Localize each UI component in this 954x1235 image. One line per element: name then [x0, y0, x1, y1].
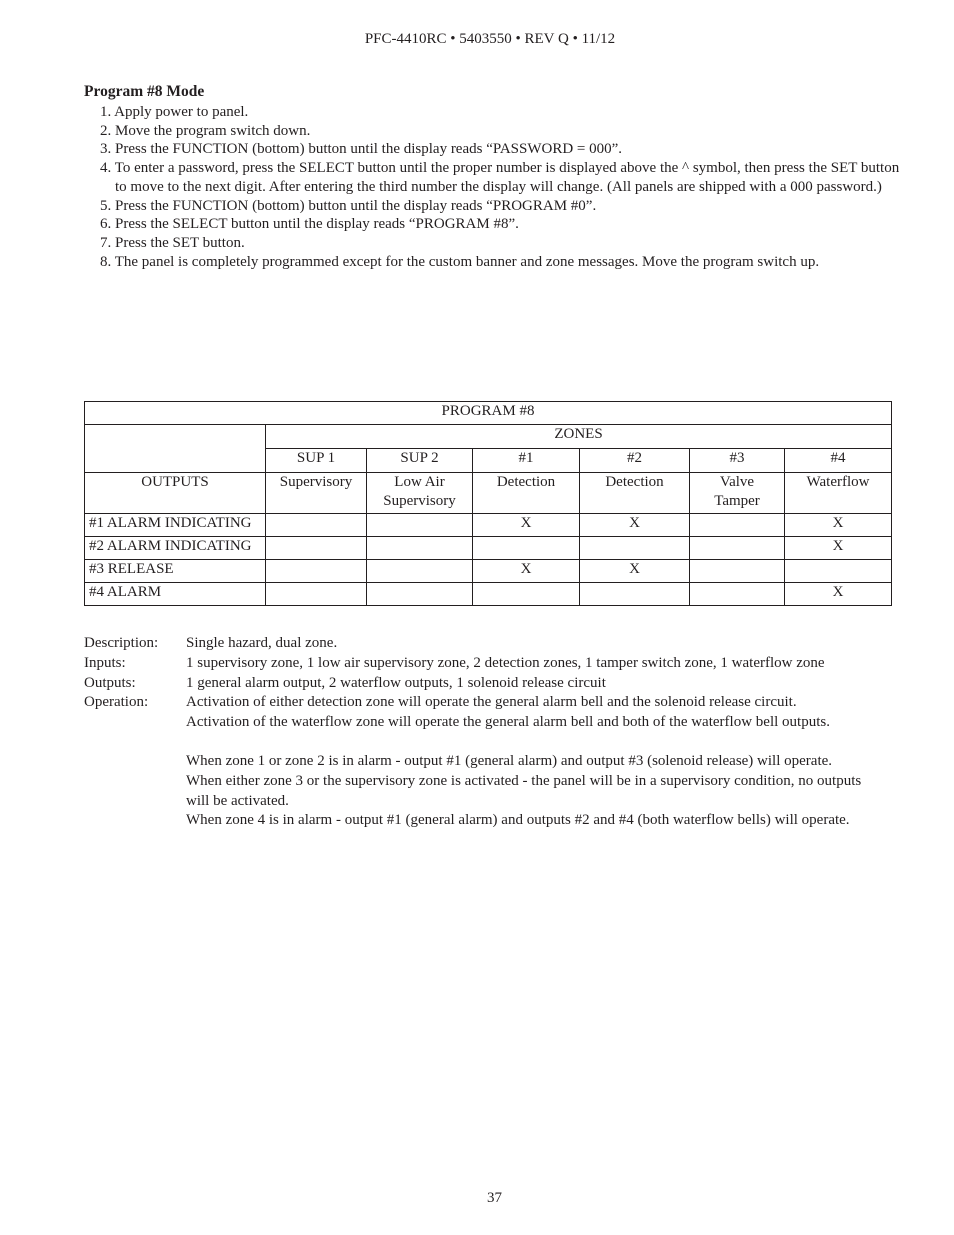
zone-id-header: SUP 1 — [266, 449, 367, 473]
table-row — [85, 537, 892, 560]
table-cell — [266, 583, 367, 606]
inputs-label: Inputs: — [84, 654, 126, 671]
outputs-header: OUTPUTS — [85, 473, 266, 514]
table-cell — [580, 583, 690, 606]
table-corner-cell — [85, 425, 266, 473]
table-row — [85, 514, 892, 537]
operation-line: Activation of either detection zone will operate the general alarm bell and the solenoid release circuit. — [186, 694, 797, 711]
table-cell — [473, 583, 580, 606]
zone-type-header: Detection — [473, 473, 580, 514]
step-item: 6. Press the SELECT button until the display reads “PROGRAM #8”. — [100, 216, 519, 233]
table-row — [85, 583, 892, 606]
table-row — [85, 560, 892, 583]
operation-line: Activation of the waterflow zone will operate the general alarm bell and both of the waterflow bell outputs. — [186, 714, 830, 731]
outputs-text: 1 general alarm output, 2 waterflow outputs, 1 solenoid release circuit — [186, 674, 606, 691]
table-cell — [473, 537, 580, 560]
page-header: PFC-4410RC • 5403550 • REV Q • 11/12 — [364, 31, 616, 47]
section-title: Program #8 Mode — [84, 83, 205, 100]
description-row — [84, 634, 884, 654]
table-cell: X — [785, 583, 892, 606]
description-text: Single hazard, dual zone. — [186, 635, 338, 651]
step-item: 3. Press the FUNCTION (bottom) button until the display reads “PASSWORD = 000”. — [100, 141, 623, 158]
step-item: 4. To enter a password, press the SELECT button until the proper number is displayed above the ^ symbol, then press the SET button to move to the next digit. After entering the third number the display will change. (All panels are shipped with a 000 password.) — [100, 160, 900, 195]
table-cell — [785, 560, 892, 583]
description-block — [84, 634, 884, 831]
zone-type-header: Detection — [580, 473, 690, 514]
table-cell: X — [473, 514, 580, 537]
table-title: PROGRAM #8 — [85, 402, 892, 425]
output-label: #2 ALARM INDICATING — [85, 537, 266, 560]
zone-type-header: Supervisory — [266, 473, 367, 514]
page-number: 37 — [487, 1190, 502, 1206]
table-cell: X — [580, 560, 690, 583]
table-cell — [580, 537, 690, 560]
step-item: 2. Move the program switch down. — [100, 122, 311, 139]
output-label: #1 ALARM INDICATING — [85, 514, 266, 537]
zone-type-header: Waterflow — [785, 473, 892, 514]
inputs-row — [84, 654, 884, 674]
zone-id-header: #2 — [580, 449, 690, 473]
zone-id-header: #1 — [473, 449, 580, 473]
zone-type-header: Low Air Supervisory — [367, 473, 473, 514]
zone-id-header: SUP 2 — [367, 449, 473, 473]
step-item: 7. Press the SET button. — [100, 234, 245, 251]
step-item: 8. The panel is completely programmed except for the custom banner and zone messages. Move the program switch up. — [100, 253, 820, 270]
zone-id-header: #3 — [690, 449, 785, 473]
operation-row — [84, 693, 884, 831]
table-cell — [266, 560, 367, 583]
step-item: 1. Apply power to panel. — [100, 104, 249, 120]
program-table — [84, 401, 892, 606]
outputs-label: Outputs: — [84, 674, 136, 691]
table-cell — [690, 560, 785, 583]
table-cell — [266, 514, 367, 537]
table-cell — [367, 583, 473, 606]
table-cell: X — [785, 514, 892, 537]
table-cell — [367, 514, 473, 537]
table-cell — [690, 583, 785, 606]
inputs-text: 1 supervisory zone, 1 low air supervisory zone, 2 detection zones, 1 tamper switch zone, 1 waterflow zone — [186, 654, 825, 671]
zones-header: ZONES — [266, 425, 892, 449]
operation-note: When zone 4 is in alarm - output #1 (general alarm) and outputs #2 and #4 (both waterflow bells) will operate. — [186, 812, 850, 829]
table-cell: X — [785, 537, 892, 560]
step-item: 5. Press the FUNCTION (bottom) button until the display reads “PROGRAM #0”. — [100, 197, 597, 214]
table-cell — [367, 560, 473, 583]
operation-note: When either zone 3 or the supervisory zone is activated - the panel will be in a supervisory condition, no outputs will be activated. — [186, 772, 862, 809]
table-cell — [690, 537, 785, 560]
operation-label: Operation: — [84, 694, 149, 711]
zone-id-header: #4 — [785, 449, 892, 473]
step-list — [100, 103, 900, 271]
output-label: #4 ALARM — [85, 583, 266, 606]
outputs-row — [84, 674, 884, 694]
table-cell: X — [473, 560, 580, 583]
table-cell: X — [580, 514, 690, 537]
zone-type-header: Valve Tamper — [690, 473, 785, 514]
spacer — [186, 733, 884, 752]
table-cell — [367, 537, 473, 560]
operation-text — [186, 693, 884, 831]
output-label: #3 RELEASE — [85, 560, 266, 583]
table-cell — [690, 514, 785, 537]
table-cell — [266, 537, 367, 560]
description-label: Description: — [84, 635, 159, 651]
operation-note: When zone 1 or zone 2 is in alarm - output #1 (general alarm) and output #3 (solenoid release) will operate. — [186, 752, 833, 769]
